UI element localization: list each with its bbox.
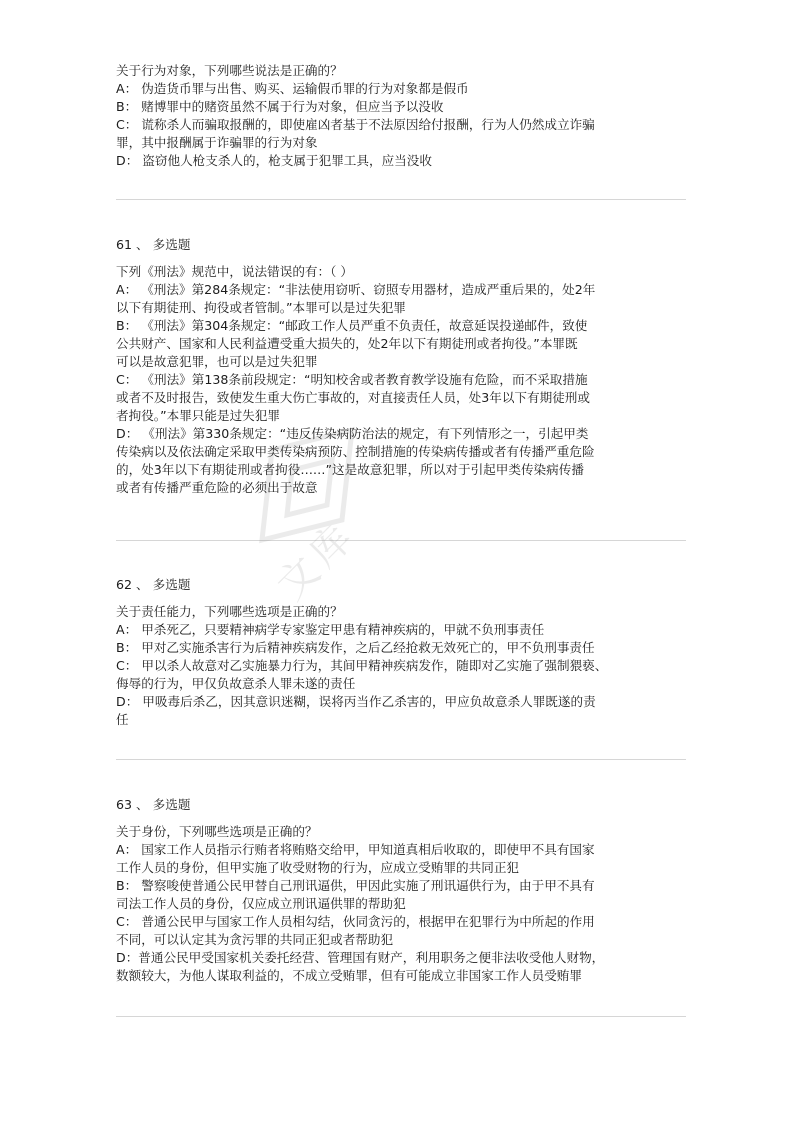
section-divider <box>116 540 686 541</box>
option-line: D： 盗窃他人枪支杀人的，枪支属于犯罪工具，应当没收 <box>116 153 432 168</box>
option-a <box>116 841 690 877</box>
question-62 <box>116 576 690 729</box>
section-divider <box>116 199 686 200</box>
option-line: 以下有期徒刑、拘役或者管制。”本罪可以是过失犯罪 <box>116 300 406 315</box>
option-line: B： 警察唆使普通公民甲替自己刑讯逼供，甲因此实施了刑讯逼供行为，由于甲不具有 <box>116 878 595 893</box>
option-line: 传染病以及依法确定采取甲类传染病预防、控制措施的传染病传播或者有传播严重危险 <box>116 444 595 459</box>
option-line: 或者有传播严重危险的必须出于故意 <box>116 480 318 495</box>
section-divider <box>116 759 686 760</box>
option-line: D： 甲吸毒后杀乙，因其意识迷糊，误将丙当作乙杀害的，甲应负故意杀人罪既遂的责 <box>116 694 596 709</box>
option-line: 公共财产、国家和人民利益遭受重大损失的，处2年以下有期徒刑或者拘役。”本罪既 <box>116 336 578 351</box>
option-d <box>116 152 690 170</box>
option-line: C： 甲以杀人故意对乙实施暴力行为，其间甲精神疾病发作，随即对乙实施了强制猥亵、 <box>116 658 608 673</box>
option-c <box>116 657 690 693</box>
question-stem: 关于责任能力，下列哪些选项是正确的？ <box>116 604 343 619</box>
option-a <box>116 281 690 317</box>
question-stem: 下列《刑法》规范中，说法错误的有：（ ） <box>116 264 353 279</box>
section-divider <box>116 1016 686 1017</box>
option-line: 可以是故意犯罪，也可以是过失犯罪 <box>116 354 318 369</box>
option-line: A： 甲杀死乙，只要精神病学专家鉴定甲患有精神疾病的，甲就不负刑事责任 <box>116 622 545 637</box>
option-line: 罪，其中报酬属于诈骗罪的行为对象 <box>116 135 318 150</box>
question-60 <box>116 62 690 170</box>
question-heading: 61 、 多选题 <box>116 237 191 252</box>
option-line: A： 国家工作人员指示行贿者将贿赂交给甲，甲知道真相后收取的，即使甲不具有国家 <box>116 842 595 857</box>
option-b <box>116 317 690 371</box>
option-a <box>116 621 690 639</box>
option-line: A： 《刑法》第284条规定：“非法使用窃听、窃照专用器材，造成严重后果的，处2年 <box>116 282 596 297</box>
option-line: 数额较大，为他人谋取利益的，不成立受贿罪，但有可能成立非国家工作人员受贿罪 <box>116 968 582 983</box>
option-line: B： 《刑法》第304条规定：“邮政工作人员严重不负责任，故意延误投递邮件，致使 <box>116 318 588 333</box>
option-c <box>116 116 690 152</box>
watermark-text: 文库 <box>268 511 366 609</box>
option-line: 的，处3年以下有期徒刑或者拘役……”这是故意犯罪，所以对于引起甲类传染病传播 <box>116 462 584 477</box>
option-line: 或者不及时报告，致使发生重大伤亡事故的，对直接责任人员，处3年以下有期徒刑或 <box>116 390 590 405</box>
option-line: C： 普通公民甲与国家工作人员相勾结，伙同贪污的，根据甲在犯罪行为中所起的作用 <box>116 914 595 929</box>
option-line: 任 <box>116 712 129 727</box>
question-61 <box>116 236 690 497</box>
option-b <box>116 639 690 657</box>
option-line: D： 《刑法》第330条规定：“违反传染病防治法的规定，有下列情形之一，引起甲类 <box>116 426 589 441</box>
question-heading: 63 、 多选题 <box>116 797 191 812</box>
option-c <box>116 913 690 949</box>
option-line: 侮辱的行为，甲仅负故意杀人罪未遂的责任 <box>116 676 356 691</box>
question-heading: 62 、 多选题 <box>116 577 191 592</box>
option-line: 司法工作人员的身份，仅应成立刑讯逼供罪的帮助犯 <box>116 896 406 911</box>
option-b <box>116 877 690 913</box>
option-d <box>116 425 690 497</box>
option-line: 工作人员的身份，但甲实施了收受财物的行为，应成立受贿罪的共同正犯 <box>116 860 519 875</box>
option-line: C： 《刑法》第138条前段规定：“明知校舍或者教育教学设施有危险，而不采取措施 <box>116 372 588 387</box>
option-d <box>116 949 690 985</box>
option-line: 者拘役。”本罪只能是过失犯罪 <box>116 408 280 423</box>
question-stem: 关于行为对象，下列哪些说法是正确的？ <box>116 63 343 78</box>
option-a <box>116 80 690 98</box>
option-line: 不同，可以认定其为贪污罪的共同正犯或者帮助犯 <box>116 932 394 947</box>
option-d <box>116 693 690 729</box>
option-line: B： 赌博罪中的赌资虽然不属于行为对象，但应当予以没收 <box>116 99 444 114</box>
option-line: B： 甲对乙实施杀害行为后精神疾病发作，之后乙经抢救无效死亡的，甲不负刑事责任 <box>116 640 595 655</box>
option-line: D：普通公民甲受国家机关委托经营、管理国有财产，利用职务之便非法收受他人财物， <box>116 950 605 965</box>
question-stem: 关于身份，下列哪些选项是正确的？ <box>116 824 318 839</box>
option-c <box>116 371 690 425</box>
option-line: A： 伪造货币罪与出售、购买、运输假币罪的行为对象都是假币 <box>116 81 469 96</box>
question-63 <box>116 796 690 985</box>
option-line: C： 谎称杀人而骗取报酬的，即使雇凶者基于不法原因给付报酬，行为人仍然成立诈骗 <box>116 117 595 132</box>
option-b <box>116 98 690 116</box>
